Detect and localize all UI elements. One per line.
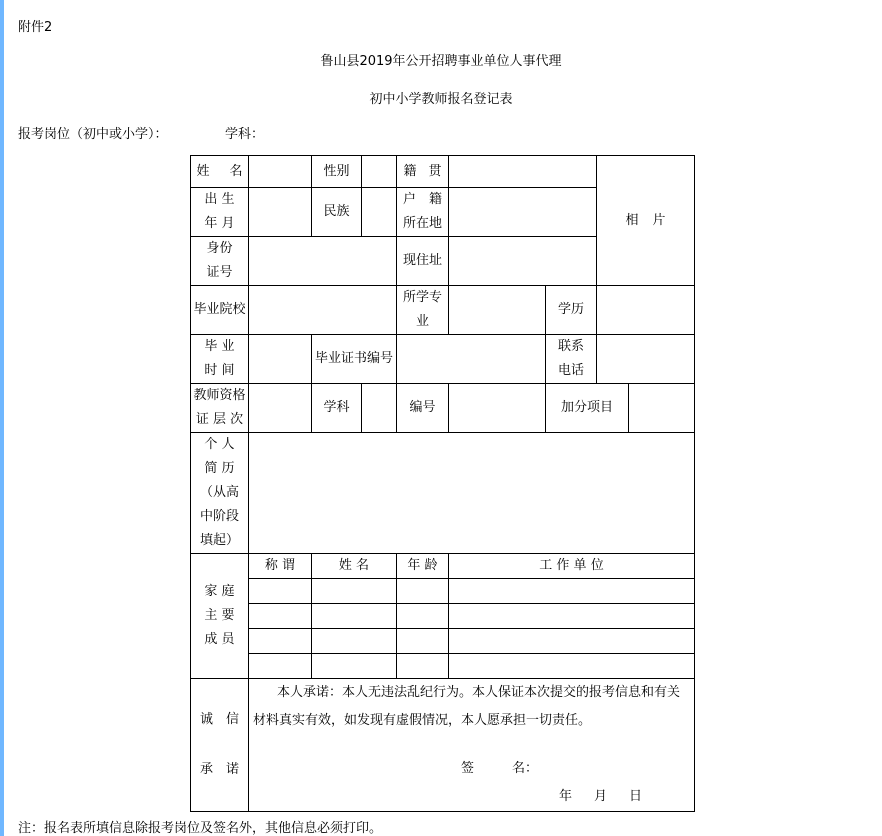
family-name-cell[interactable] bbox=[312, 579, 397, 604]
resume-value-cell[interactable] bbox=[249, 433, 695, 554]
phone-value-cell[interactable] bbox=[597, 335, 695, 384]
family-relation-cell[interactable] bbox=[249, 579, 312, 604]
document-subtitle: 初中小学教师报名登记表 bbox=[369, 92, 513, 107]
table-row bbox=[191, 433, 695, 554]
family-workplace-cell[interactable] bbox=[449, 654, 695, 679]
family-relation-cell[interactable] bbox=[249, 654, 312, 679]
cert-subject-value-cell[interactable] bbox=[362, 384, 397, 433]
table-row bbox=[191, 579, 695, 604]
gender-label: 性别 bbox=[312, 156, 362, 188]
phone-label: 联系 电话 bbox=[546, 335, 597, 384]
family-header-name: 姓 名 bbox=[312, 554, 397, 579]
hukou-label: 户 籍 所在地 bbox=[397, 188, 449, 237]
subject-label: 学科： bbox=[225, 127, 265, 142]
cert-number-label: 编号 bbox=[397, 384, 449, 433]
birth-date-label: 出 生 年 月 bbox=[191, 188, 249, 237]
certificate-number-value-cell[interactable] bbox=[397, 335, 546, 384]
family-age-cell[interactable] bbox=[397, 604, 449, 629]
footer-note: 注：报名表所填信息除报考岗位及签名外，其他信息必须打印。 bbox=[18, 821, 383, 836]
family-name-cell[interactable] bbox=[312, 654, 397, 679]
family-members-label: 家 庭 主 要 成 员 bbox=[191, 554, 249, 679]
certificate-number-label: 毕业证书编号 bbox=[312, 335, 397, 384]
name-label: 姓 名 bbox=[191, 156, 249, 188]
family-age-cell[interactable] bbox=[397, 629, 449, 654]
graduation-time-value-cell[interactable] bbox=[249, 335, 312, 384]
integrity-promise-cell bbox=[249, 679, 695, 812]
cert-number-value-cell[interactable] bbox=[449, 384, 546, 433]
id-number-label: 身份 证号 bbox=[191, 237, 249, 286]
photo-cell[interactable]: 相 片 bbox=[597, 156, 695, 286]
registration-form-table bbox=[190, 155, 695, 812]
hukou-value-cell[interactable] bbox=[449, 188, 597, 237]
date-line[interactable]: 年 月 日 bbox=[559, 789, 643, 804]
table-row bbox=[191, 629, 695, 654]
education-label: 学历 bbox=[546, 286, 597, 335]
integrity-promise-label: 诚 信 承 诺 bbox=[191, 679, 249, 812]
id-number-value-cell[interactable] bbox=[249, 237, 397, 286]
native-place-label: 籍 贯 bbox=[397, 156, 449, 188]
family-workplace-cell[interactable] bbox=[449, 629, 695, 654]
table-row bbox=[191, 384, 695, 433]
education-value-cell[interactable] bbox=[597, 286, 695, 335]
family-workplace-cell[interactable] bbox=[449, 604, 695, 629]
bonus-items-value-cell[interactable] bbox=[629, 384, 695, 433]
table-row bbox=[191, 654, 695, 679]
signature-line[interactable]: 签 名： bbox=[461, 761, 539, 776]
family-header-workplace: 工 作 单 位 bbox=[449, 554, 695, 579]
teacher-cert-level-label: 教师资格 证 层 次 bbox=[191, 384, 249, 433]
table-row bbox=[191, 554, 695, 579]
apply-position-label: 报考岗位（初中或小学）： bbox=[18, 127, 168, 142]
family-workplace-cell[interactable] bbox=[449, 579, 695, 604]
family-age-cell[interactable] bbox=[397, 654, 449, 679]
bonus-items-label: 加分项目 bbox=[546, 384, 629, 433]
document-title: 鲁山县2019年公开招聘事业单位人事代理 bbox=[320, 54, 562, 69]
birth-date-value-cell[interactable] bbox=[249, 188, 312, 237]
table-row bbox=[191, 335, 695, 384]
gender-value-cell[interactable] bbox=[362, 156, 397, 188]
cert-subject-label: 学科 bbox=[312, 384, 362, 433]
school-label: 毕业院校 bbox=[191, 286, 249, 335]
family-name-cell[interactable] bbox=[312, 604, 397, 629]
school-value-cell[interactable] bbox=[249, 286, 397, 335]
left-edge-bar bbox=[0, 0, 4, 836]
family-relation-cell[interactable] bbox=[249, 629, 312, 654]
family-relation-cell[interactable] bbox=[249, 604, 312, 629]
family-name-cell[interactable] bbox=[312, 629, 397, 654]
name-value-cell[interactable] bbox=[249, 156, 312, 188]
major-value-cell[interactable] bbox=[449, 286, 546, 335]
native-place-value-cell[interactable] bbox=[449, 156, 597, 188]
ethnicity-value-cell[interactable] bbox=[362, 188, 397, 237]
major-label: 所学专 业 bbox=[397, 286, 449, 335]
table-row bbox=[191, 604, 695, 629]
family-header-relation: 称 谓 bbox=[249, 554, 312, 579]
address-label: 现住址 bbox=[397, 237, 449, 286]
promise-text: 本人承诺：本人无违法乱纪行为。本人保证本次提交的报考信息和有关材料真实有效，如发现有虚假情况，本人愿承担一切责任。 bbox=[253, 685, 681, 728]
graduation-time-label: 毕 业 时 间 bbox=[191, 335, 249, 384]
family-age-cell[interactable] bbox=[397, 579, 449, 604]
teacher-cert-level-value-cell[interactable] bbox=[249, 384, 312, 433]
attachment-label: 附件2 bbox=[18, 20, 53, 35]
table-row bbox=[191, 679, 695, 812]
address-value-cell[interactable] bbox=[449, 237, 597, 286]
resume-label: 个 人 简 历 （从高 中阶段 填起） bbox=[191, 433, 249, 554]
ethnicity-label: 民族 bbox=[312, 188, 362, 237]
family-header-age: 年 龄 bbox=[397, 554, 449, 579]
table-row bbox=[191, 286, 695, 335]
table-row bbox=[191, 156, 695, 188]
